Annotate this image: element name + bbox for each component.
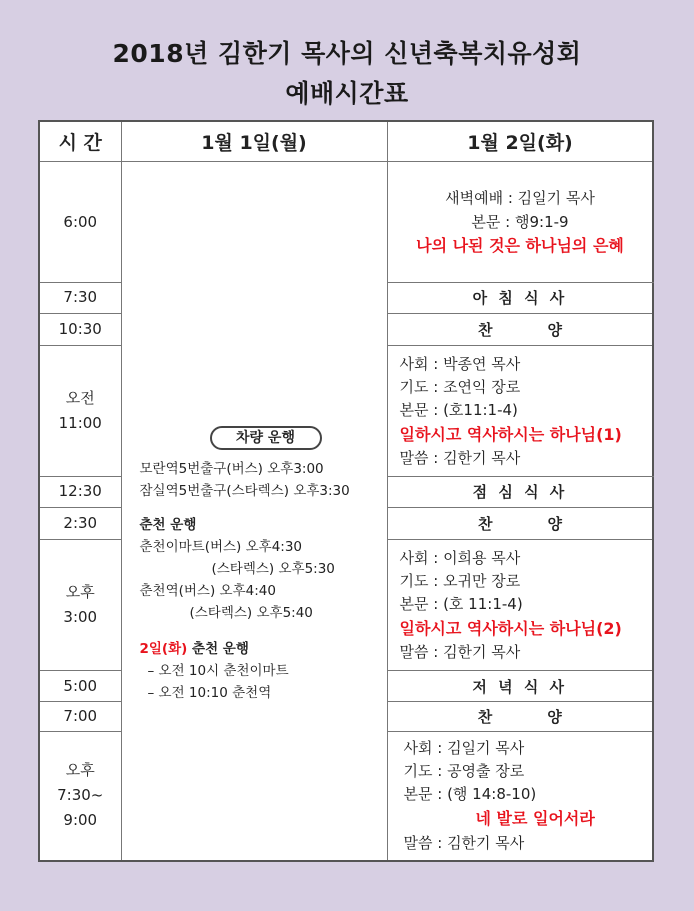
time-0700: 7:00 [39, 701, 121, 731]
morning-host: 사회 : 박종연 목사 [399, 354, 521, 373]
dawn-service-cell [387, 161, 653, 282]
bus-line: 잠실역5번출구(스타렉스) 오후3:30 [139, 482, 350, 499]
afternoon-sermon: 말씀 : 김한기 목사 [399, 642, 521, 661]
afternoon-text: 본문 : (호 11:1-4) [399, 594, 523, 613]
afternoon-service [387, 539, 653, 670]
time-0730: 7:30 [39, 283, 121, 313]
time-1230: 12:30 [39, 477, 121, 507]
bus-line: – 오전 10시 춘천이마트 [147, 662, 289, 679]
lunch: 점 심 식 사 [387, 477, 653, 507]
afternoon-prayer: 기도 : 오귀만 장로 [399, 571, 521, 590]
bus-heading: 춘천 운행 [139, 516, 197, 533]
bus-heading-text: 춘천 운행 [187, 640, 249, 657]
morning-service [387, 345, 653, 476]
header-row [39, 121, 653, 161]
bus-line: 춘천이마트(버스) 오후4:30 [139, 538, 303, 555]
time-0300: 오후 3:00 [39, 539, 121, 670]
time-1100: 오전 11:00 [39, 345, 121, 476]
dawn-theme: 나의 나된 것은 하나님의 은혜 [416, 236, 624, 256]
evening-prayer: 기도 : 공영출 장로 [403, 761, 525, 780]
praise-1: 찬 양 [387, 313, 653, 345]
bus-label: 차량 운행 [210, 426, 322, 450]
bus-heading-date: 2일(화) [139, 640, 188, 657]
morning-text: 본문 : (호11:1-4) [399, 400, 518, 419]
afternoon-host: 사회 : 이희용 목사 [399, 548, 521, 567]
evening-theme: 네 발로 일어서라 [475, 808, 595, 828]
praise-2: 찬 양 [387, 507, 653, 539]
evening-service [387, 731, 653, 861]
row-0600 [39, 161, 653, 282]
header-day1: 1월 1일(월) [121, 121, 387, 161]
afternoon-theme: 일하시고 역사하시는 하나님(2) [399, 618, 622, 638]
header-time: 시 간 [39, 121, 121, 161]
page-title: 2018년 김한기 목사의 신년축복치유성회 [112, 39, 582, 68]
time-0500: 5:00 [39, 671, 121, 701]
bus-line: 춘천역(버스) 오후4:40 [139, 582, 276, 599]
bus-line: – 오전 10:10 춘천역 [147, 684, 272, 701]
time-1030: 10:30 [39, 313, 121, 345]
page-subtitle: 예배시간표 [285, 79, 409, 108]
morning-sermon: 말씀 : 김한기 목사 [399, 448, 521, 467]
header-day2: 1월 2일(화) [387, 121, 653, 161]
breakfast: 아 침 식 사 [387, 283, 653, 313]
dinner: 저 녁 식 사 [387, 671, 653, 701]
bus-line: (스타렉스) 오후5:40 [189, 604, 313, 621]
evening-sermon: 말씀 : 김한기 목사 [403, 833, 525, 852]
praise-3: 찬 양 [387, 701, 653, 731]
morning-prayer: 기도 : 조연익 장로 [399, 377, 521, 396]
time-0230: 2:30 [39, 507, 121, 539]
evening-text: 본문 : (행 14:8-10) [403, 784, 537, 803]
dawn-service: 새벽예배 : 김일기 목사 [445, 189, 595, 208]
dawn-text: 본문 : 행9:1-9 [471, 213, 569, 232]
bus-line: (스타렉스) 오후5:30 [211, 560, 335, 577]
bus-heading [140, 638, 387, 660]
schedule-table [38, 120, 654, 862]
time-0600: 6:00 [39, 161, 121, 282]
bus-info [122, 318, 387, 704]
time-evening: 오후 7:30~ 9:00 [39, 731, 121, 861]
evening-host: 사회 : 김일기 목사 [403, 738, 525, 757]
bus-line: 모란역5번출구(버스) 오후3:00 [139, 460, 324, 477]
morning-theme: 일하시고 역사하시는 하나님(1) [399, 424, 622, 444]
bus-info-cell [121, 161, 387, 861]
